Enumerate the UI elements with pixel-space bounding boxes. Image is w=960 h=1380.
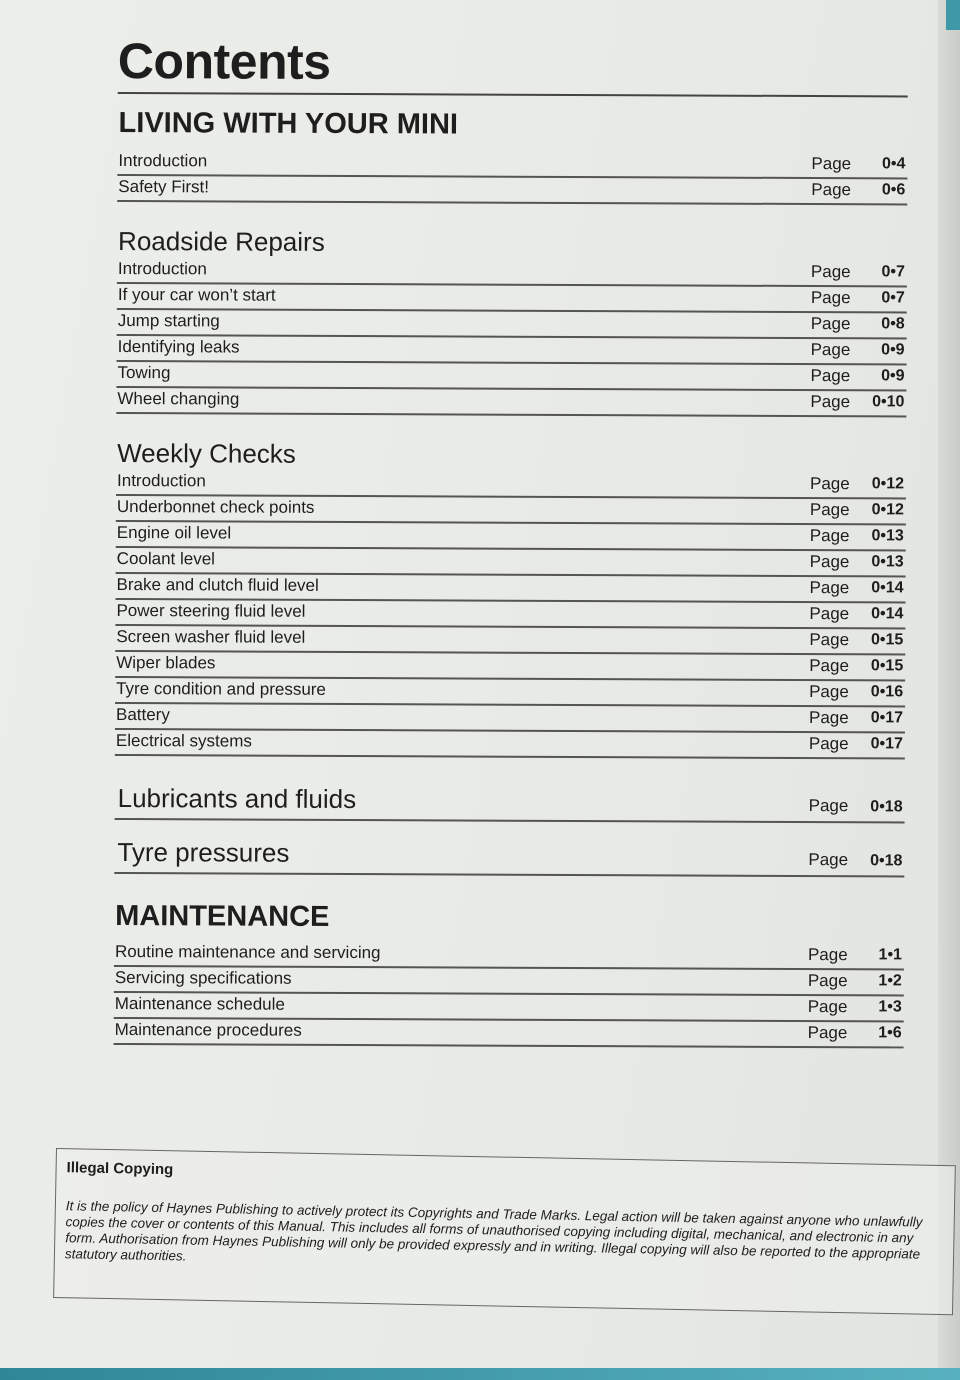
toc-label: Electrical systems [115, 730, 252, 751]
page-number: 0•12 [871, 475, 905, 493]
page-word: Page [807, 1023, 848, 1043]
toc-label: Maintenance procedures [114, 1019, 302, 1040]
page-number: 0•18 [870, 852, 903, 870]
section-weekly [115, 438, 906, 759]
toc-row [114, 967, 904, 996]
page-number: 0•16 [870, 683, 904, 701]
toc-label: Introduction [116, 471, 206, 491]
page-word: Page [807, 997, 848, 1017]
toc-label: If your car won’t start [117, 285, 276, 305]
toc-row [115, 626, 905, 655]
toc-label: Maintenance schedule [114, 993, 285, 1014]
page-title: Contents [117, 32, 331, 90]
toc-row [115, 730, 905, 759]
section-maintenance [114, 900, 905, 1048]
section-heading: Roadside Repairs [118, 226, 325, 257]
page-number: 0•6 [881, 181, 906, 199]
page-word: Page [810, 262, 851, 282]
page-number: 1•2 [878, 972, 902, 990]
page-word: Page [808, 796, 849, 816]
page-number: 0•4 [881, 155, 906, 173]
toc-row [116, 496, 906, 525]
toc-row [117, 310, 907, 339]
toc-row [117, 336, 907, 365]
page-word: Page [807, 945, 848, 965]
section-roadside [116, 226, 907, 417]
page-number: 0•12 [871, 501, 904, 519]
toc-label: Wiper blades [116, 652, 216, 673]
toc-row [115, 652, 905, 681]
cover-corner [946, 0, 960, 30]
toc-label: Power steering fluid level [116, 600, 306, 621]
toc-row [115, 704, 905, 733]
toc-row-lubricants [115, 780, 905, 823]
page-number: 0•9 [881, 367, 905, 385]
cover-edge [0, 1368, 960, 1380]
toc-label: Introduction [117, 259, 207, 279]
page-word: Page [810, 314, 851, 334]
page-word: Page [810, 392, 851, 412]
toc-row [115, 678, 905, 707]
page-number: 0•18 [870, 798, 903, 816]
page-number: 0•13 [871, 527, 904, 545]
page-number: 0•8 [881, 315, 905, 333]
page-word: Page [808, 850, 849, 870]
page-word: Page [809, 552, 850, 572]
page-number: 0•15 [870, 657, 904, 675]
page-word: Page [810, 366, 851, 386]
toc-label: Brake and clutch fluid level [116, 574, 319, 595]
section-living [117, 106, 907, 205]
page-word: Page [809, 578, 850, 598]
page-number: 0•17 [870, 709, 904, 727]
toc-label: Engine oil level [116, 522, 232, 543]
section-heading: MAINTENANCE [115, 899, 330, 933]
page-word: Page [809, 604, 850, 624]
toc-row [114, 1019, 904, 1048]
toc-row [117, 176, 907, 205]
section-heading: Weekly Checks [117, 438, 296, 469]
toc-row [116, 574, 906, 603]
toc-label: Screen washer fluid level [116, 626, 306, 647]
page-word: Page [811, 154, 852, 174]
toc-row [114, 941, 904, 970]
toc-row [115, 600, 905, 629]
page-word: Page [809, 500, 850, 520]
toc-row-tyre-pressures [114, 834, 904, 877]
page-number: 0•10 [872, 393, 905, 411]
contents-block [113, 30, 908, 1072]
page-word: Page [808, 708, 849, 728]
toc-label: Towing [117, 363, 171, 383]
page-number: 0•7 [881, 289, 905, 307]
toc-label: Tyre pressures [117, 837, 290, 868]
notice-body: It is the policy of Haynes Publishing to actively protect its Copyrights and Trade Marks. Legal action will be taken against anyone who unlawfully copies the cover or contents of this Manual. This includes all forms of unauthorised copying including digital, mechanical, and electronic in any form. Authorisation from Haynes Publishing will only be provided expressly and in writing. Illegal copying will also be reported to the appropriate statutory authorities. [64, 1198, 923, 1264]
toc-row [116, 470, 906, 499]
toc-label: Safety First! [118, 177, 210, 197]
toc-row [117, 258, 907, 287]
page-word: Page [807, 971, 848, 991]
page-word: Page [809, 474, 850, 494]
page-number: 0•17 [870, 735, 903, 753]
toc-label: Underbonnet check points [116, 496, 315, 517]
illegal-copying-notice [53, 1148, 956, 1315]
toc-row [116, 362, 906, 391]
toc-label: Servicing specifications [114, 967, 292, 988]
toc-row [117, 150, 907, 179]
page-number: 1•1 [878, 946, 903, 964]
toc-label: Lubricants and fluids [117, 783, 357, 815]
page-number: 1•3 [878, 998, 902, 1016]
page-number: 0•14 [871, 579, 904, 597]
toc-row [116, 388, 906, 417]
page-number: 0•15 [871, 631, 904, 649]
toc-label: Coolant level [116, 548, 216, 569]
toc-label: Introduction [118, 151, 208, 171]
page-number: 0•13 [871, 553, 904, 571]
toc-label: Wheel changing [117, 389, 240, 409]
page-number: 1•6 [878, 1024, 902, 1042]
page-word: Page [809, 656, 849, 676]
page-word: Page [811, 180, 852, 200]
page-number: 0•7 [881, 263, 905, 281]
page-word: Page [809, 526, 850, 546]
page-number: 0•14 [871, 605, 904, 623]
page-number: 0•9 [881, 341, 905, 359]
toc-row [116, 548, 906, 577]
toc-label: Jump starting [117, 311, 220, 331]
page-word: Page [809, 630, 850, 650]
toc-label: Tyre condition and pressure [116, 678, 326, 699]
page-word: Page [810, 340, 851, 360]
section-heading: LIVING WITH YOUR MINI [118, 107, 459, 141]
page-word: Page [808, 734, 849, 754]
toc-row [114, 993, 904, 1022]
toc-row [116, 522, 906, 551]
toc-label: Routine maintenance and servicing [114, 941, 381, 963]
page-word: Page [810, 288, 851, 308]
toc-label: Battery [115, 704, 170, 725]
toc-row [117, 284, 907, 313]
page-word: Page [809, 682, 849, 702]
notice-title: Illegal Copying [66, 1159, 174, 1179]
toc-label: Identifying leaks [117, 337, 240, 357]
